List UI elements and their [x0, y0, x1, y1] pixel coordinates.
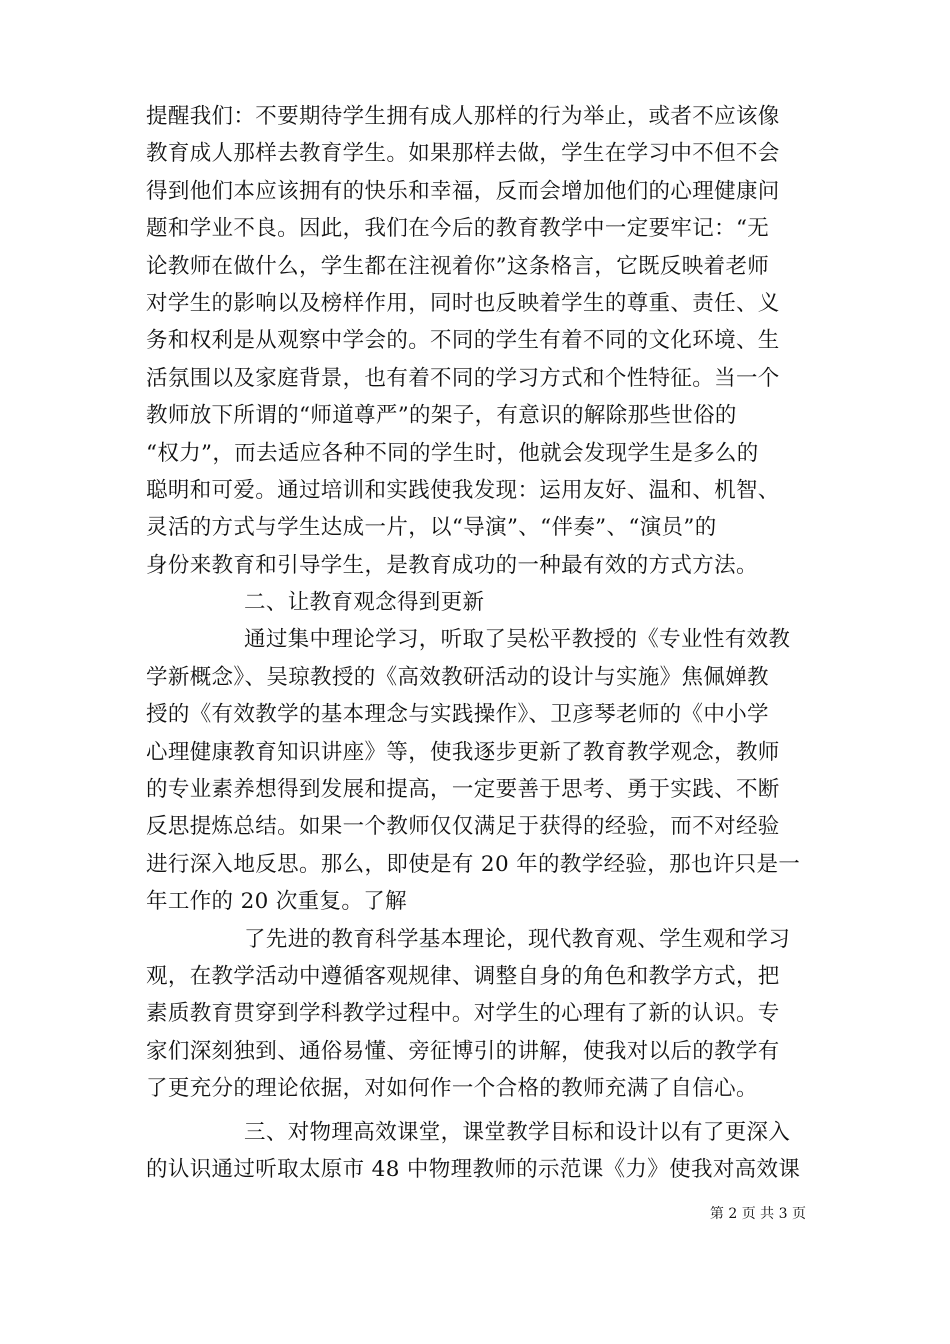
text-line: 反思提炼总结。如果一个教师仅仅满足于获得的经验，而不对经验	[146, 814, 780, 840]
text-line: 年工作的 20 次重复。了解	[146, 889, 407, 915]
section-heading-2: 二、让教育观念得到更新	[244, 590, 485, 616]
text-line: 了先进的教育科学基本理论，现代教育观、学生观和学习	[244, 926, 791, 952]
text-line: 教师放下所谓的“师道尊严”的架子，有意识的解除那些世俗的	[146, 403, 737, 429]
text-line: 对学生的影响以及榜样作用，同时也反映着学生的尊重、责任、义	[146, 290, 780, 316]
text-line: 务和权利是从观察中学会的。不同的学生有着不同的文化环境、生	[146, 328, 780, 354]
text-line: 的专业素养想得到发展和提高，一定要善于思考、勇于实践、不断	[146, 777, 780, 803]
text-line: 的认识通过听取太原市 48 中物理教师的示范课《力》使我对高效课	[146, 1156, 801, 1182]
text-line: 家们深刻独到、通俗易懂、旁征博引的讲解，使我对以后的教学有	[146, 1038, 780, 1064]
document-body	[146, 98, 806, 1188]
text-line: 提醒我们：不要期待学生拥有成人那样的行为举止，或者不应该像	[146, 104, 780, 129]
text-line: 了更充分的理论依据，对如何作一个合格的教师充满了自信心。	[146, 1076, 758, 1102]
text-line: 心理健康教育知识讲座》等，使我逐步更新了教育教学观念，教师	[146, 739, 780, 765]
text-line: 灵活的方式与学生达成一片，以“导演”、“伴奏”、“演员”的	[146, 515, 717, 541]
text-line: 聪明和可爱。通过培训和实践使我发现：运用友好、温和、机智、	[146, 477, 780, 503]
text-line: 素质教育贯穿到学科教学过程中。对学生的心理有了新的认识。专	[146, 1001, 780, 1027]
page-number: 第 2 页 共 3 页	[709, 1206, 806, 1222]
text-line: 观，在教学活动中遵循客观规律、调整自身的角色和教学方式，把	[146, 963, 780, 989]
text-line: 活氛围以及家庭背景，也有着不同的学习方式和个性特征。当一个	[146, 365, 780, 391]
text-line: “权力”，而去适应各种不同的学生时，他就会发现学生是多么的	[146, 440, 759, 466]
text-line: 进行深入地反思。那么，即使是有 20 年的教学经验，那也许只是一	[146, 851, 801, 877]
text-line: 得到他们本应该拥有的快乐和幸福，反而会增加他们的心理健康问	[146, 178, 780, 204]
text-line: 题和学业不良。因此，我们在今后的教育教学中一定要牢记：“无	[146, 216, 770, 242]
text-line: 授的《有效教学的基本理念与实践操作》、卫彦琴老师的《中小学	[146, 702, 769, 728]
text-line: 论教师在做什么，学生都在注视着你”这条格言，它既反映着老师	[146, 253, 770, 279]
text-line: 通过集中理论学习，听取了吴松平教授的《专业性有效教	[244, 627, 791, 653]
section-heading-3: 三、对物理高效课堂，课堂教学目标和设计以有了更深入	[244, 1119, 791, 1145]
text-line: 身份来教育和引导学生，是教育成功的一种最有效的方式方法。	[146, 552, 758, 578]
text-line: 教育成人那样去教育学生。如果那样去做，学生在学习中不但不会	[146, 141, 780, 167]
text-line: 学新概念》、吴琼教授的《高效教研活动的设计与实施》焦佩婵教	[146, 664, 769, 690]
